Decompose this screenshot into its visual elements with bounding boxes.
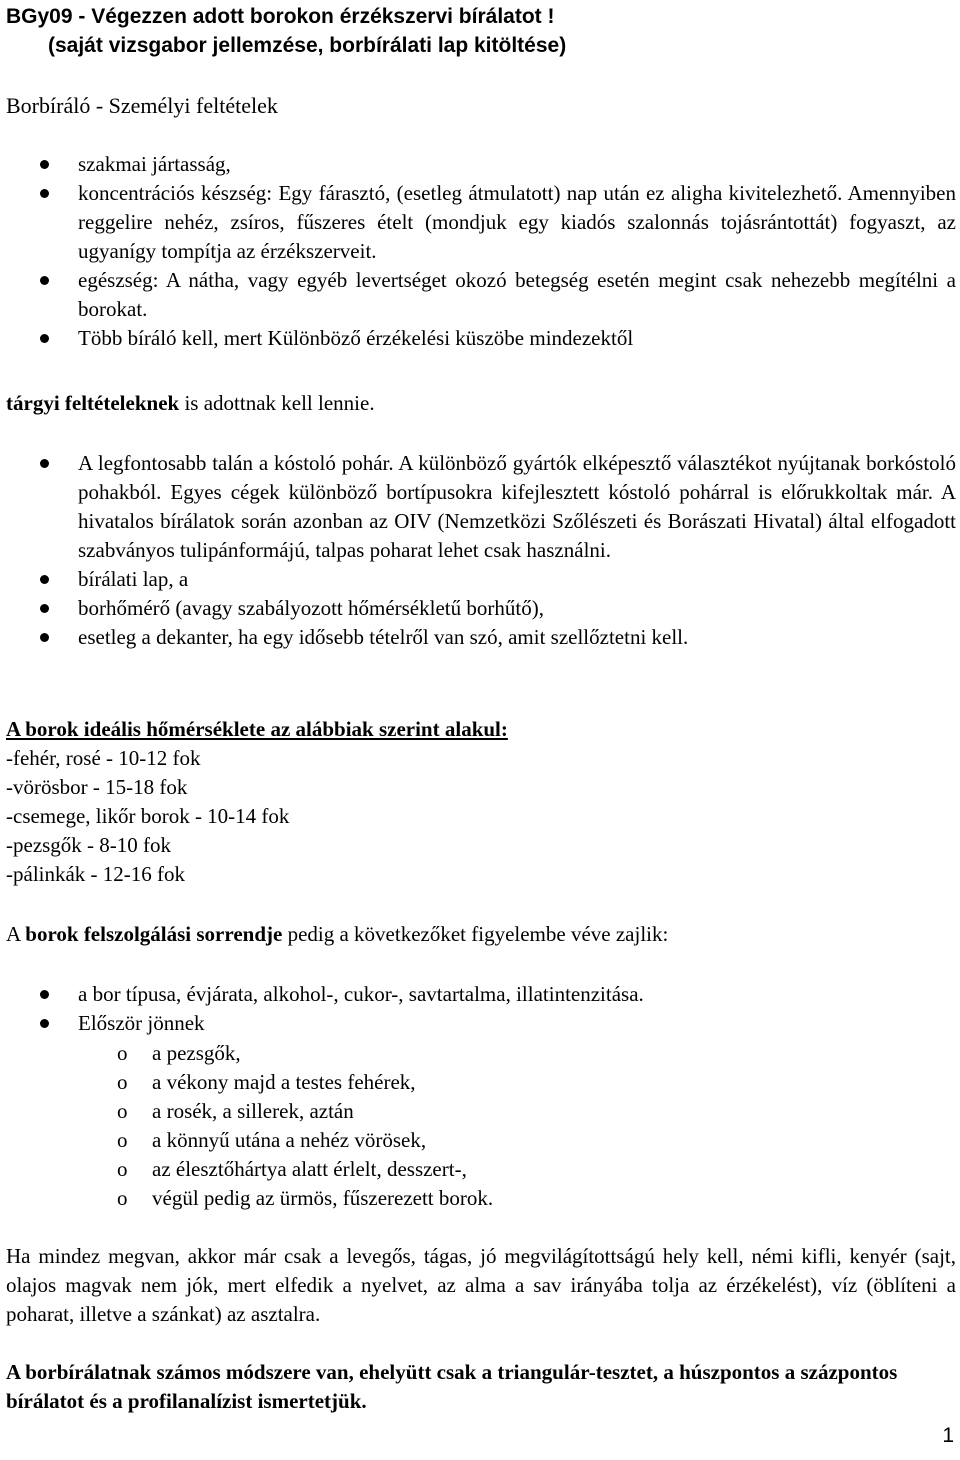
document-title — [6, 2, 956, 60]
list-item: Először jönnek — [0, 1009, 956, 1038]
page-number: 1 — [942, 1424, 954, 1447]
temperature-item: -pezsgők - 8-10 fok — [6, 833, 172, 857]
list-item: borhőmérő (avagy szabályozott hőmérsékletű borhűtő), — [0, 594, 956, 623]
temperature-item: -fehér, rosé - 10-12 fok — [6, 746, 201, 770]
circle-bullet-icon: o — [117, 1099, 128, 1123]
temperature-item: -vörösbor - 15-18 fok — [6, 775, 188, 799]
list-item: A legfontosabb talán a kóstoló pohár. A különböző gyártók elképesztő választékot nyújtanak borkóstoló pohakból. Egyes cégek különböző bortípusokra kifejlesztett kóstoló pohárral is előrukkoltak már. A hivatalos bírálatok során azonban az OIV (Nemzetközi Szőlészeti és Borászati Hivatal) által elfogadott szabványos tulipánformájú, talpas poharat lehet csak használni. — [0, 449, 956, 565]
bullet-icon — [40, 189, 49, 198]
list-item: koncentrációs készség: Egy fárasztó, (esetleg átmulatott) nap után ez aligha kivitelezhető. Amennyiben reggelire nehéz, zsíros, fűszeres ételt (mondjuk egy kiadós szalonnás tojásrántottát) fogyaszt, az ugyanígy tompítja az érzékszerveit. — [0, 179, 956, 266]
list-item: egészség: A nátha, vagy egyéb levertséget okozó betegség esetén megint csak nehezebb megítélni a borokat. — [0, 266, 956, 324]
bullet-icon — [40, 160, 49, 169]
list-item: esetleg a dekanter, ha egy idősebb tételről van szó, amit szellőztetni kell. — [0, 623, 956, 652]
list-item: Több bíráló kell, mert Különböző érzékelési küszöbe mindezektől — [0, 324, 956, 353]
serving-order-list — [0, 980, 956, 1038]
personal-conditions-list — [0, 150, 956, 353]
circle-bullet-icon: o — [117, 1041, 128, 1065]
closing-paragraph: Ha mindez megvan, akkor már csak a levegős, tágas, jó megvilágítottságú hely kell, némi kifli, kenyér (sajt, olajos magvak nem jók, mert elfedik a nyelvet, az alma a sav irányába tolja az érzékelést), víz (öblíteni a poharat, illetve a szánkat) az asztalra. — [6, 1244, 956, 1326]
title-line-1: BGy09 - Végezzen adott borokon érzékszervi bírálatot ! — [6, 5, 555, 28]
bullet-icon — [40, 1019, 49, 1028]
circle-bullet-icon: o — [117, 1157, 128, 1181]
sub-list-item: o végül pedig az ürmös, fűszerezett borok. — [0, 1184, 493, 1213]
section-heading-personal: Borbíráló - Személyi feltételek — [6, 93, 278, 118]
temperature-item: -csemege, likőr borok - 10-14 fok — [6, 804, 290, 828]
serving-subitems-list — [0, 1039, 493, 1213]
bullet-icon — [40, 633, 49, 642]
temperature-heading: A borok ideális hőmérséklete az alábbiak szerint alakul: — [6, 717, 508, 741]
temperature-item: -pálinkák - 12-16 fok — [6, 862, 186, 886]
title-line-2: (saját vizsgabor jellemzése, borbírálati lap kitöltése) — [48, 34, 567, 57]
list-item: a bor típusa, évjárata, alkohol-, cukor-, savtartalma, illatintenzitása. — [0, 980, 956, 1009]
circle-bullet-icon: o — [117, 1128, 128, 1152]
material-conditions-intro: tárgyi feltételeknek is adottnak kell lennie. — [6, 391, 375, 415]
methods-paragraph: A borbírálatnak számos módszere van, ehelyütt csak a triangulár-tesztet, a húszpontos a százpontos bírálatot és a profilanalízist ismertetjük. — [6, 1360, 898, 1413]
material-conditions-list — [0, 449, 956, 652]
list-item: bírálati lap, a — [0, 565, 956, 594]
bullet-icon — [40, 276, 49, 285]
serving-order-intro: A borok felszolgálási sorrendje pedig a következőket figyelembe véve zajlik: — [6, 922, 669, 946]
bullet-icon — [40, 604, 49, 613]
sub-list-item: o a könnyű utána a nehéz vörösek, — [0, 1126, 493, 1155]
sub-list-item: o a vékony majd a testes fehérek, — [0, 1068, 493, 1097]
bullet-icon — [40, 334, 49, 343]
bullet-icon — [40, 459, 49, 468]
list-item: szakmai jártasság, — [0, 150, 956, 179]
bullet-icon — [40, 575, 49, 584]
temperature-list — [6, 744, 956, 889]
bullet-icon — [40, 990, 49, 999]
circle-bullet-icon: o — [117, 1186, 128, 1210]
sub-list-item: o a pezsgők, — [0, 1039, 493, 1068]
circle-bullet-icon: o — [117, 1070, 128, 1094]
sub-list-item: o az élesztőhártya alatt érlelt, desszert-, — [0, 1155, 493, 1184]
sub-list-item: o a rosék, a sillerek, aztán — [0, 1097, 493, 1126]
